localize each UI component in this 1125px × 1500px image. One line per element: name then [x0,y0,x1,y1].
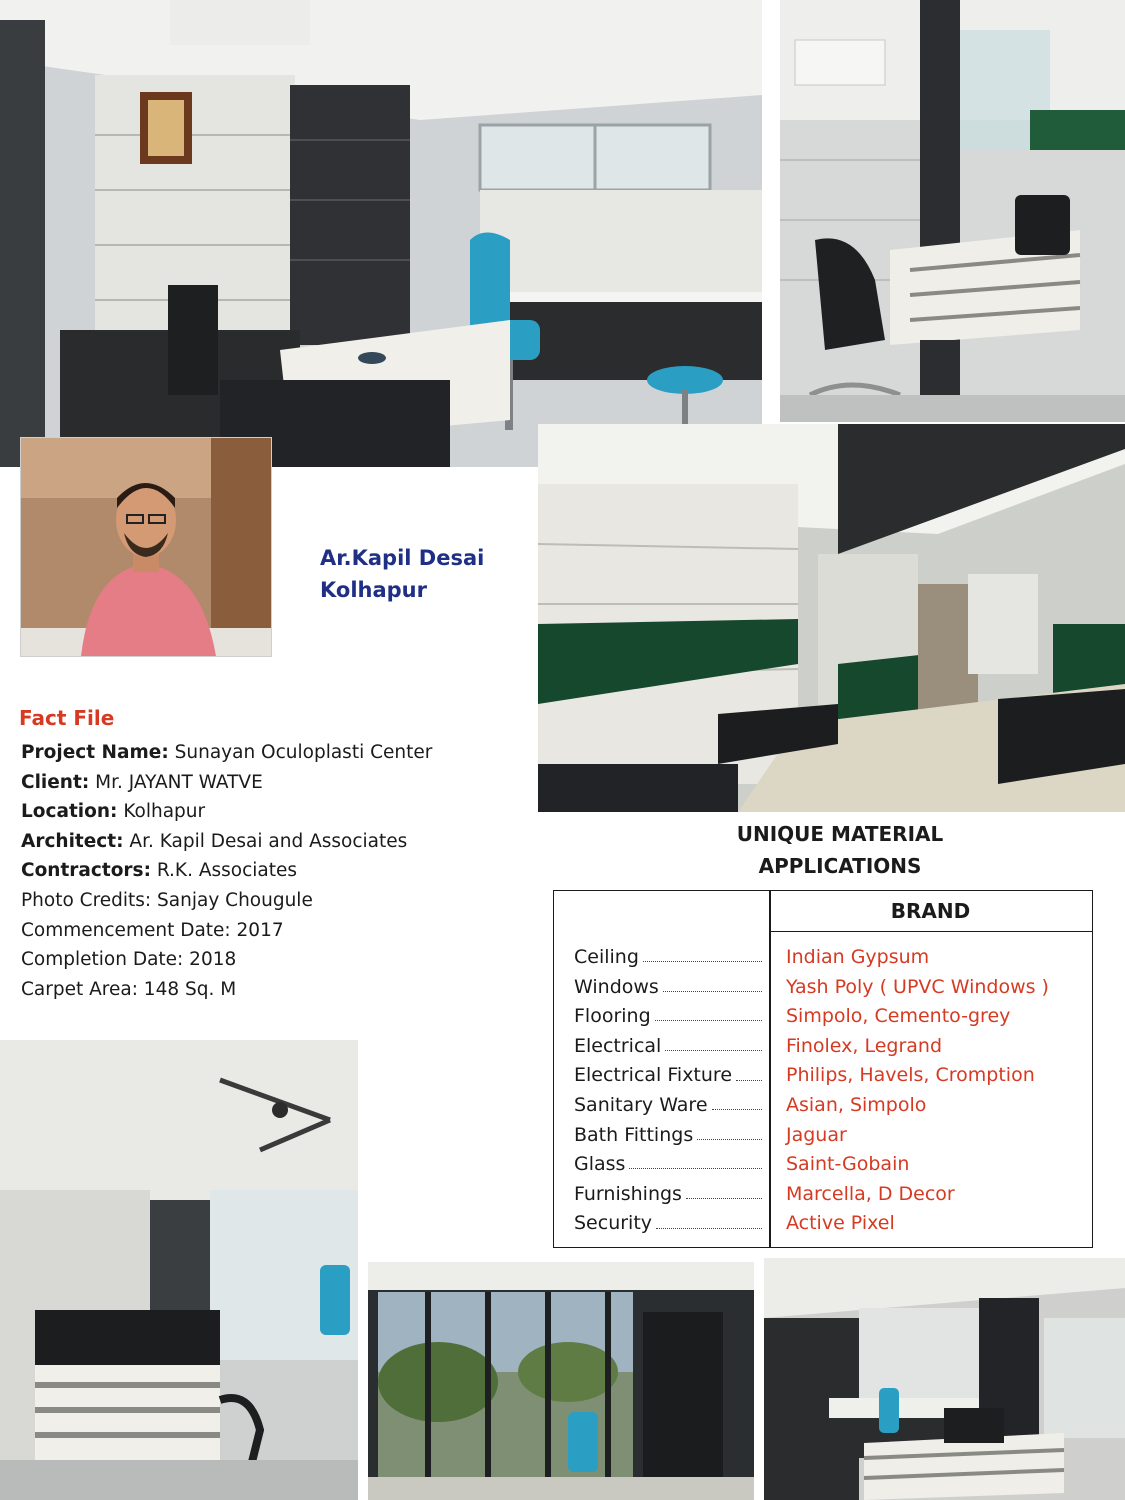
material-category [574,1180,762,1210]
fact-file-title: Fact File [19,706,115,730]
material-row [554,1061,1092,1091]
material-row [554,1209,1092,1239]
leader-line [656,1228,762,1229]
material-category [574,1121,762,1151]
material-category-label: Flooring [574,1005,651,1028]
examination-room-photo [764,1258,1125,1500]
fact-value: Photo Credits: Sanjay Chougule [21,889,313,911]
fact-label: Contractors: [21,860,151,882]
fact-row [21,886,541,916]
leader-line [665,1050,762,1051]
fact-value: Ar. Kapil Desai and Associates [129,830,408,852]
fact-row [21,738,541,768]
material-brand: Yash Poly ( UPVC Windows ) [786,975,1049,998]
material-category-label: Ceiling [574,946,639,968]
material-brand: Indian Gypsum [786,946,930,968]
fact-row [21,768,541,798]
material-row [554,1121,1092,1151]
materials-title-line1: UNIQUE MATERIAL [736,822,944,846]
fact-label: Architect: [21,830,124,852]
material-category [574,1032,762,1062]
material-brand: Marcella, D Decor [786,1182,955,1205]
material-row [554,1150,1092,1180]
material-category [574,1061,762,1091]
fact-label: Location: [21,801,118,823]
material-brand: Philips, Havels, Cromption [786,1064,1035,1087]
fact-value: R.K. Associates [156,860,298,882]
material-brand: Simpolo, Cemento-grey [786,1005,1011,1028]
desk-area-photo [780,0,1125,422]
leader-line [697,1139,762,1140]
fact-row [21,945,541,975]
material-category-label: Electrical [574,1034,662,1057]
material-row [554,1091,1092,1121]
material-category [574,1209,762,1239]
fact-label: Project Name: [21,742,169,763]
fact-value: Carpet Area: 148 Sq. M [21,978,237,1000]
fact-row [21,827,541,857]
leader-line [736,1080,762,1081]
material-brand: Asian, Simpolo [786,1093,927,1116]
fact-value: Kolhapur [123,801,206,823]
architect-name: Ar.Kapil Desai [320,546,485,570]
material-category-label: Furnishings [574,1182,682,1205]
material-brand: Active Pixel [786,1212,895,1235]
materials-title-line2: APPLICATIONS [758,854,922,878]
material-brand: Jaguar [786,1123,847,1146]
leader-line [686,1198,762,1199]
fact-value: Mr. JAYANT WATVE [95,771,263,793]
material-row [554,943,1092,973]
material-row [554,1002,1092,1032]
leader-line [643,961,762,962]
material-row [554,1032,1092,1062]
fact-value: Sunayan Oculoplasti Center [174,742,433,763]
material-category-label: Windows [574,975,659,998]
architect-caption [320,542,484,606]
material-category [574,1150,762,1180]
material-category-label: Electrical Fixture [574,1064,733,1087]
material-row [554,1180,1092,1210]
fact-row [21,856,541,886]
leader-line [629,1168,762,1169]
material-category [574,1002,762,1032]
material-category [574,943,762,973]
material-brand: Saint-Gobain [786,1153,910,1176]
materials-title [640,818,1040,882]
material-category-label: Sanitary Ware [574,1093,708,1116]
brand-header: BRAND [769,891,1092,932]
leader-line [712,1109,762,1110]
leader-line [663,991,762,992]
architect-city: Kolhapur [320,578,427,602]
fact-row [21,916,541,946]
leader-line [655,1020,762,1021]
fact-row [21,797,541,827]
fact-row [21,975,541,1005]
window-room-photo [368,1262,754,1500]
material-category-label: Security [574,1212,653,1235]
material-brand: Finolex, Legrand [786,1034,943,1057]
waiting-corridor-photo [538,424,1125,812]
material-category [574,973,762,1003]
fact-value: Commencement Date: 2017 [21,919,284,941]
material-category-label: Bath Fittings [574,1123,694,1146]
reception-photo [0,1040,358,1500]
materials-table [553,890,1093,1248]
fact-file-list [21,738,541,1004]
material-category-label: Glass [574,1153,626,1176]
fact-value: Completion Date: 2018 [21,949,237,971]
fact-label: Client: [21,771,90,793]
material-row [554,973,1092,1003]
material-category [574,1091,762,1121]
materials-rows [554,943,1092,1239]
consultation-room-photo [0,0,762,467]
architect-portrait-photo [20,437,272,657]
